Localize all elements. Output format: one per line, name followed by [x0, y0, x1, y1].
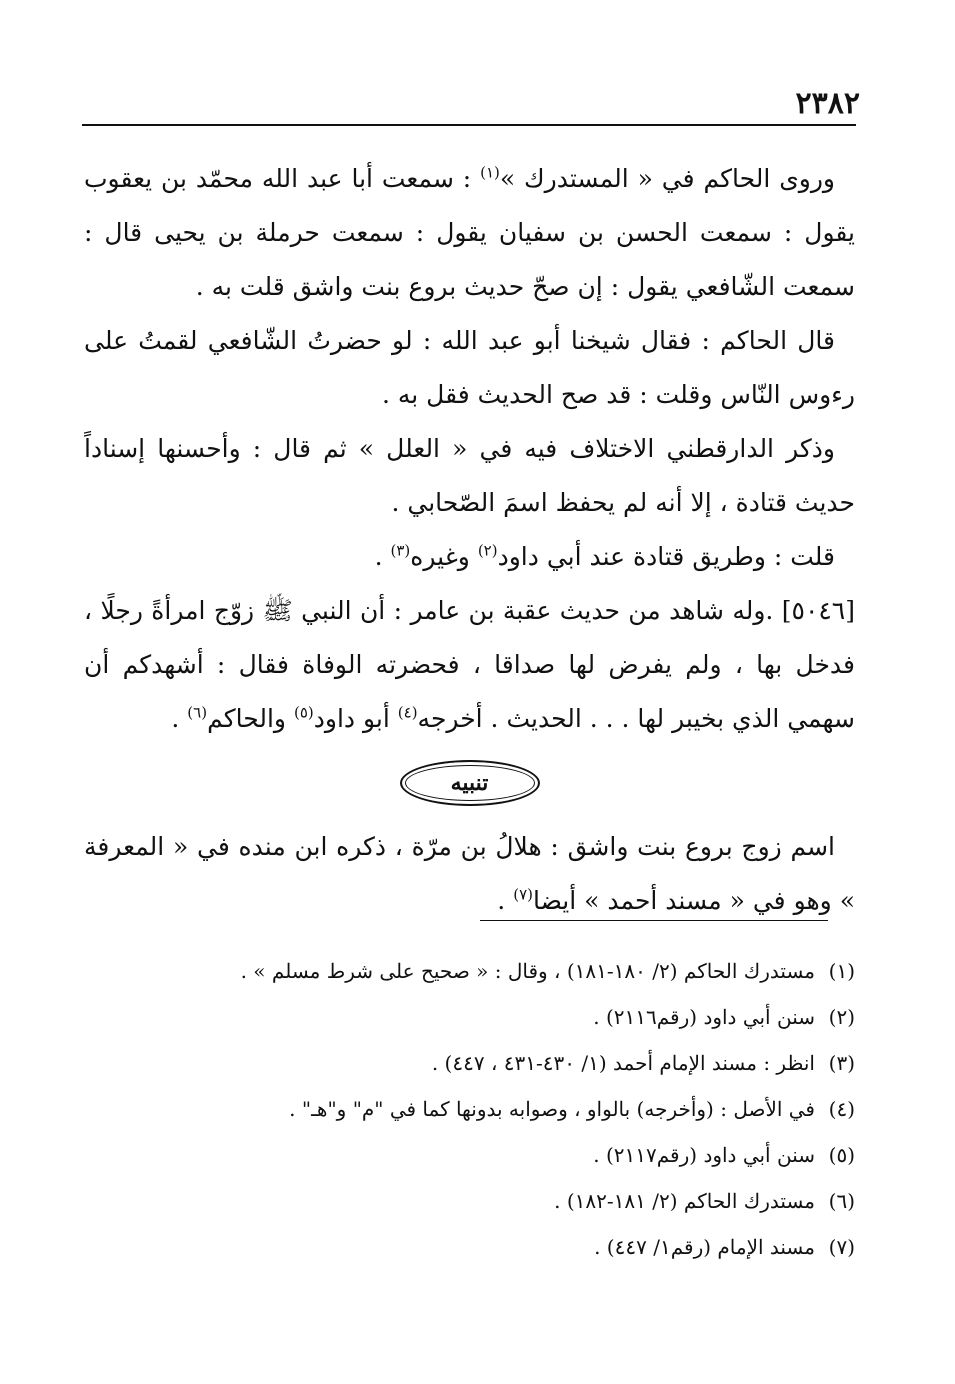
footnote-number: (٦): [828, 1189, 855, 1213]
text-segment: .: [497, 886, 514, 915]
footnote-text: سنن أبي داود (رقم٢١١٦) .: [593, 1005, 815, 1029]
footnote-number: (٧): [828, 1235, 855, 1259]
footnote-marker: (٦): [187, 703, 208, 722]
tanbih-banner-wrap: [84, 746, 855, 820]
footnote-text: سنن أبي داود (رقم٢١١٧) .: [593, 1143, 815, 1167]
text-segment: وغيره: [410, 542, 470, 571]
paragraph-hakim-comment: قال الحاكم : فقال شيخنا أبو عبد الله : لو حضرتُ الشّافعي لقمتُ على رءوس النّاس وقلت : قد صح الحديث فقل به .: [84, 326, 855, 409]
text-segment: .: [374, 542, 391, 571]
footnote: [100, 1132, 855, 1178]
text-segment: :: [453, 164, 481, 193]
footnote-marker: (٥): [293, 703, 314, 722]
footnote-marker: (١): [480, 163, 500, 182]
text-segment: .: [171, 704, 188, 733]
footnote-marker: (٧): [513, 885, 533, 904]
footnote: [100, 994, 855, 1040]
text-segment: [٥٠٤٦] .وله شاهد من حديث عقبة بن عامر : أن النبي ﷺ زوّج امرأةً رجلًا ، فدخل بها ، ولم يفرض لها صداقا ، فحضرته الوفاة فقال : أشهدكم أن سهمي الذي بخيبر لها . . . الحديث . أخرجه: [84, 596, 855, 733]
footnote: [100, 1086, 855, 1132]
text-segment: أبو داود: [313, 704, 390, 733]
text-segment: وروى الحاكم في « المستدرك »: [499, 164, 835, 193]
paragraph-hadith-5046: [84, 584, 855, 746]
footnote-marker: (٤): [397, 703, 418, 722]
main-text: [84, 152, 855, 928]
header-rule: [82, 124, 856, 126]
paragraph-hakim-narration: [84, 152, 855, 314]
footnote-text: مسند الإمام (رقم١/ ٤٤٧) .: [594, 1235, 815, 1259]
text-segment: سمعت أبا عبد الله محمّد بن يعقوب يقول : سمعت الحسن بن سفيان يقول : سمعت حرملة بن يحيى قال : سمعت الشّافعي يقول : إن صحّ حديث بروع بنت واشق قلت به .: [84, 164, 855, 301]
footnote-text: في الأصل : (وأخرجه) بالواو ، وصوابه بدونها كما في "م" و"هـ" .: [289, 1097, 815, 1121]
footnote-marker: (٢): [477, 541, 498, 560]
footnote-text: انظر : مسند الإمام أحمد (١/ ٤٣٠-٤٣١ ، ٤٤٧) .: [431, 1051, 815, 1075]
footnote-text: مستدرك الحاكم (٢/ ١٨٠-١٨١) ، وقال : « صحيح على شرط مسلم » .: [240, 959, 815, 983]
text-segment: قلت : وطريق قتادة عند أبي داود: [497, 542, 835, 571]
paragraph-daraqutni: وذكر الدارقطني الاختلاف فيه في « العلل » ثم قال : وأحسنها إسناداً حديث قتادة ، إلا أنه لم يحفظ اسمَ الصّحابي .: [84, 434, 855, 517]
footnote: [100, 1224, 855, 1270]
footnote-number: (٤): [828, 1097, 855, 1121]
footnote: [100, 1040, 855, 1086]
text-segment: اسم زوج بروع بنت واشق : هلالُ بن مرّة ، ذكره ابن منده في « المعرفة » وهو في « مسند أحمد » أيضا: [84, 832, 855, 915]
tanbih-banner: تنبيه: [400, 760, 540, 806]
text-segment: والحاكم: [207, 704, 287, 733]
footnote-text: مستدرك الحاكم (٢/ ١٨١-١٨٢) .: [554, 1189, 815, 1213]
paragraph-tanbih: [84, 820, 855, 928]
footnote-separator: [480, 920, 828, 921]
footnote: [100, 948, 855, 994]
footnote-number: (٥): [828, 1143, 855, 1167]
paragraph-qatada: [84, 530, 855, 584]
footnote-number: (٣): [828, 1051, 855, 1075]
footnote-marker: (٣): [390, 541, 411, 560]
footnote: [100, 1178, 855, 1224]
footnote-number: (٢): [828, 1005, 855, 1029]
page-number: ٢٣٨٢: [795, 86, 860, 121]
footnote-number: (١): [828, 959, 855, 983]
footnotes: [100, 948, 855, 1270]
